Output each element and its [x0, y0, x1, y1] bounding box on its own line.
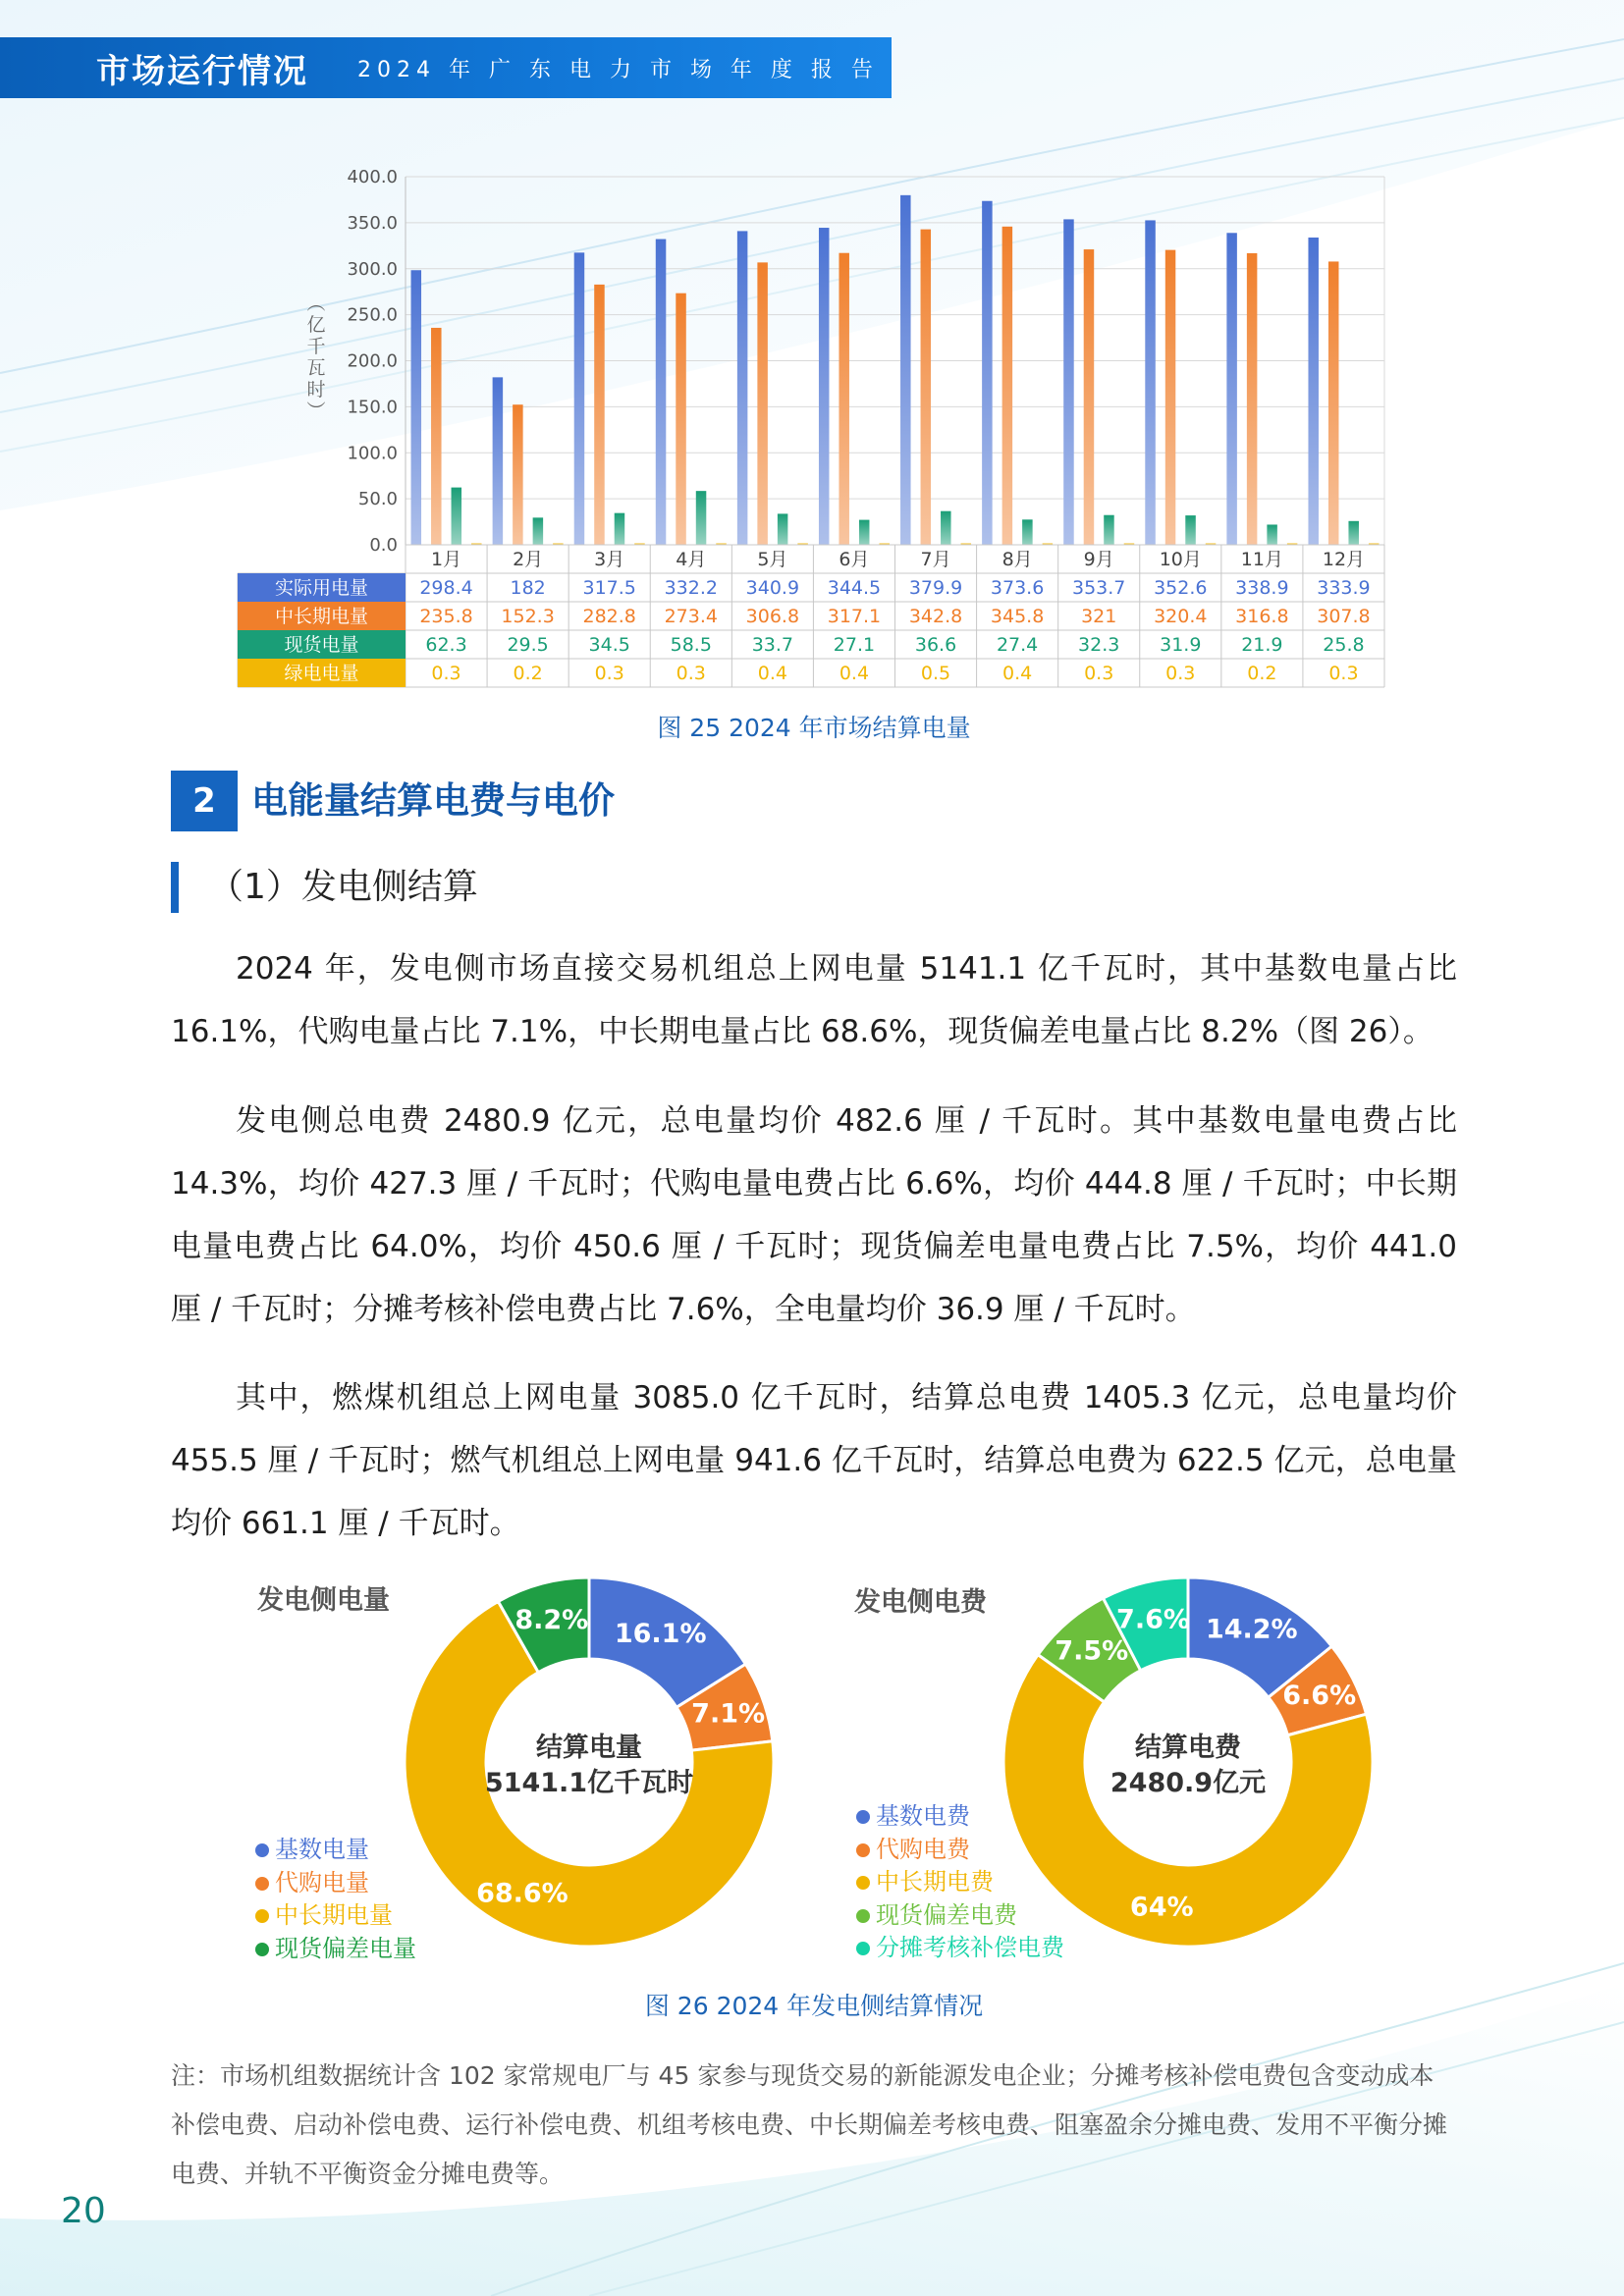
bar	[493, 377, 504, 545]
legend-dot	[856, 1876, 870, 1890]
data-label: 317.1	[827, 606, 882, 627]
bar	[1247, 253, 1258, 545]
data-label: 352.6	[1154, 577, 1208, 599]
slice-label: 8.2%	[514, 1604, 589, 1635]
legend-label: 基数电量	[275, 1836, 369, 1863]
data-label: 273.4	[664, 606, 718, 627]
legend-item	[255, 1899, 416, 1933]
data-label: 0.4	[1002, 663, 1033, 684]
legend-item	[856, 1834, 1064, 1867]
bar	[1348, 521, 1359, 545]
data-label: 298.4	[419, 577, 473, 599]
legend-dot	[255, 1943, 269, 1956]
legend-label: 现货偏差电费	[876, 1900, 1017, 1929]
data-label: 34.5	[588, 634, 630, 656]
legend-entry: 中长期电量	[274, 606, 369, 627]
x-tick-label: 6月	[839, 549, 870, 570]
bar	[676, 294, 686, 545]
data-label: 235.8	[419, 606, 473, 627]
x-tick-label: 1月	[430, 549, 462, 570]
paragraph-1: 2024 年，发电侧市场直接交易机组总上网电量 5141.1 亿千瓦时，其中基数电量占比 16.1%，代购电量占比 7.1%，中长期电量占比 68.6%，现货偏差电量占比 8.2%（图 26）。	[171, 951, 1457, 1049]
x-tick-label: 3月	[594, 549, 625, 570]
data-label: 0.3	[431, 663, 461, 684]
donut-center-value: 5141.1亿千瓦时	[484, 1768, 694, 1798]
data-label: 0.3	[1165, 663, 1196, 684]
bar	[594, 285, 605, 545]
bar	[921, 230, 932, 545]
subsection-marker	[171, 862, 179, 913]
slice-label: 68.6%	[476, 1878, 568, 1909]
legend-entry: 绿电电量	[284, 663, 359, 684]
bar	[452, 488, 462, 545]
bar	[1165, 250, 1176, 545]
y-tick-label: 150.0	[347, 397, 398, 418]
y-tick-label: 0.0	[369, 535, 398, 556]
settlement-bar-chart	[226, 162, 1394, 692]
y-tick-label: 250.0	[347, 304, 398, 326]
bar	[1145, 220, 1156, 545]
pie2-title: 发电侧电费	[854, 1587, 987, 1618]
data-label: 58.5	[670, 634, 712, 656]
data-label: 338.9	[1235, 577, 1289, 599]
data-label: 27.4	[996, 634, 1039, 656]
legend-label: 现货偏差电量	[275, 1934, 416, 1962]
bar	[615, 513, 625, 545]
donut-center-title: 结算电量	[536, 1733, 642, 1763]
y-tick-label: 100.0	[347, 443, 398, 464]
y-tick-label: 350.0	[347, 212, 398, 234]
x-tick-label: 8月	[1001, 549, 1033, 570]
data-label: 0.3	[1084, 663, 1114, 684]
generation-volume-donut	[393, 1566, 785, 1958]
data-label: 31.9	[1160, 634, 1202, 656]
bar	[900, 195, 911, 545]
data-label: 342.8	[908, 606, 963, 627]
data-label: 320.4	[1154, 606, 1208, 627]
y-axis-label: ︵亿千瓦时︶	[306, 293, 326, 422]
bar	[513, 404, 523, 545]
slice-label: 7.6%	[1116, 1604, 1190, 1635]
y-tick-label: 200.0	[347, 350, 398, 372]
legend-dot	[255, 1843, 269, 1857]
data-label: 0.3	[1328, 663, 1359, 684]
legend-entry: 现货电量	[284, 634, 359, 656]
data-label: 33.7	[751, 634, 794, 656]
y-tick-label: 400.0	[347, 167, 398, 187]
data-label: 321	[1081, 606, 1117, 627]
section-title: 电能量结算电费与电价	[251, 779, 615, 822]
data-label: 332.2	[664, 577, 718, 599]
slice-label: 7.5%	[1055, 1635, 1129, 1667]
legend-item	[255, 1867, 416, 1900]
data-label: 379.9	[908, 577, 963, 599]
data-label: 29.5	[507, 634, 549, 656]
slice-label: 64%	[1129, 1892, 1194, 1923]
data-label: 345.8	[990, 606, 1045, 627]
pie2-legend	[856, 1800, 1064, 1965]
bar	[1002, 227, 1013, 545]
legend-dot	[255, 1909, 269, 1923]
x-tick-label: 11月	[1240, 549, 1283, 570]
figure26-caption: 图 26 2024 年发电侧结算情况	[644, 1992, 984, 2020]
donut-center-value: 2480.9亿元	[1110, 1768, 1267, 1798]
bar	[656, 240, 667, 545]
bar	[533, 517, 544, 545]
data-label: 282.8	[582, 606, 636, 627]
bar	[411, 270, 422, 545]
data-label: 25.8	[1323, 634, 1365, 656]
pie1-legend	[255, 1834, 416, 1965]
legend-item	[255, 1834, 416, 1867]
figure25-caption: 图 25 2024 年市场结算电量	[657, 714, 971, 742]
y-tick-label: 300.0	[347, 258, 398, 280]
bar	[1104, 515, 1114, 545]
data-label: 333.9	[1317, 577, 1371, 599]
legend-dot	[856, 1909, 870, 1923]
x-tick-label: 9月	[1083, 549, 1114, 570]
legend-dot	[856, 1810, 870, 1824]
data-label: 182	[510, 577, 546, 599]
legend-item	[856, 1866, 1064, 1899]
data-label: 0.3	[676, 663, 706, 684]
data-label: 373.6	[990, 577, 1045, 599]
data-label: 306.8	[745, 606, 800, 627]
slice-label: 16.1%	[614, 1618, 707, 1649]
header-report-title: 2024 年 广 东 电 力 市 场 年 度 报 告	[357, 57, 879, 82]
bar	[1185, 515, 1196, 545]
legend-label: 基数电费	[876, 1802, 970, 1830]
paragraph-2: 发电侧总电费 2480.9 亿元，总电量均价 482.6 厘 / 千瓦时。其中基数电量电费占比 14.3%，均价 427.3 厘 / 千瓦时；代购电量电费占比 6.6%，均价 444.8 厘 / 千瓦时；中长期电量电费占比 64.0%，均价 450.6 厘 / 千瓦时；现货偏差电量电费占比 7.5%，均价 441.0 厘 / 千瓦时；分摊考核补偿电费占比 7.6%，全电量均价 36.9 厘 / 千瓦时。	[171, 1103, 1457, 1327]
x-tick-label: 12月	[1322, 549, 1366, 570]
x-tick-label: 10月	[1159, 549, 1202, 570]
data-label: 32.3	[1078, 634, 1120, 656]
bar	[1084, 249, 1095, 545]
paragraph-3: 其中，燃煤机组总上网电量 3085.0 亿千瓦时，结算总电费 1405.3 亿元，总电量均价 455.5 厘 / 千瓦时；燃气机组总上网电量 941.6 亿千瓦时，结算总电费为 622.5 亿元，总电量均价 661.1 厘 / 千瓦时。	[171, 1380, 1457, 1541]
bar	[941, 511, 951, 545]
data-label: 0.2	[1247, 663, 1277, 684]
data-label: 316.8	[1235, 606, 1289, 627]
bar	[778, 513, 788, 545]
bar	[1022, 519, 1033, 545]
bar	[1308, 238, 1319, 545]
legend-entry: 实际用电量	[274, 577, 369, 599]
x-tick-label: 4月	[676, 549, 707, 570]
page-number: 20	[61, 2191, 106, 2231]
data-label: 21.9	[1241, 634, 1283, 656]
bar	[859, 520, 870, 545]
bar	[1267, 524, 1277, 545]
legend-item	[255, 1933, 416, 1966]
x-tick-label: 2月	[513, 549, 544, 570]
bar	[431, 328, 442, 545]
legend-dot	[255, 1877, 269, 1891]
bar	[839, 253, 849, 545]
bar	[737, 231, 748, 545]
x-tick-label: 5月	[757, 549, 788, 570]
legend-item	[856, 1800, 1064, 1834]
header-bar	[0, 37, 892, 98]
y-tick-label: 50.0	[357, 489, 398, 510]
section-number: 2	[171, 771, 238, 831]
data-label: 0.3	[594, 663, 624, 684]
subsection-title: （1）发电侧结算	[208, 867, 478, 907]
slice-label: 7.1%	[691, 1698, 766, 1730]
data-label: 353.7	[1072, 577, 1126, 599]
bar	[696, 491, 707, 545]
data-label: 0.5	[920, 663, 951, 684]
legend-label: 代购电费	[876, 1835, 970, 1863]
legend-label: 代购电量	[275, 1868, 369, 1896]
data-label: 344.5	[827, 577, 882, 599]
x-tick-label: 7月	[920, 549, 951, 570]
legend-dot	[856, 1942, 870, 1955]
footnote: 注：市场机组数据统计含 102 家常规电厂与 45 家参与现货交易的新能源发电企业；分摊考核补偿电费包含变动成本补偿电费、启动补偿电费、运行补偿电费、机组考核电费、中长期偏差考核电费、阻塞盈余分摊电费、发用不平衡分摊电费、并轨不平衡资金分摊电费等。	[171, 2061, 1448, 2188]
slice-label: 6.6%	[1282, 1681, 1357, 1712]
data-label: 0.2	[513, 663, 543, 684]
bar	[819, 228, 830, 545]
pie1-title: 发电侧电量	[257, 1585, 390, 1616]
slice-label: 14.2%	[1205, 1614, 1298, 1645]
legend-label: 中长期电费	[876, 1868, 994, 1896]
data-label: 340.9	[745, 577, 800, 599]
bar	[982, 201, 993, 545]
data-label: 307.8	[1317, 606, 1371, 627]
data-label: 0.4	[757, 663, 787, 684]
data-label: 0.4	[839, 663, 870, 684]
legend-dot	[856, 1843, 870, 1857]
data-label: 36.6	[914, 634, 957, 656]
data-label: 317.5	[582, 577, 636, 599]
legend-item	[856, 1932, 1064, 1965]
data-label: 152.3	[501, 606, 555, 627]
legend-label: 分摊考核补偿电费	[876, 1934, 1064, 1961]
legend-label: 中长期电量	[275, 1901, 393, 1929]
legend-item	[856, 1899, 1064, 1933]
bar	[1063, 219, 1074, 545]
bar	[1328, 261, 1339, 545]
donut-center-title: 结算电费	[1135, 1733, 1241, 1763]
header-section-title: 市场运行情况	[96, 51, 308, 91]
bar	[574, 252, 585, 545]
bar	[1226, 233, 1237, 545]
data-label: 62.3	[425, 634, 467, 656]
bar	[757, 262, 768, 545]
data-label: 27.1	[833, 634, 876, 656]
